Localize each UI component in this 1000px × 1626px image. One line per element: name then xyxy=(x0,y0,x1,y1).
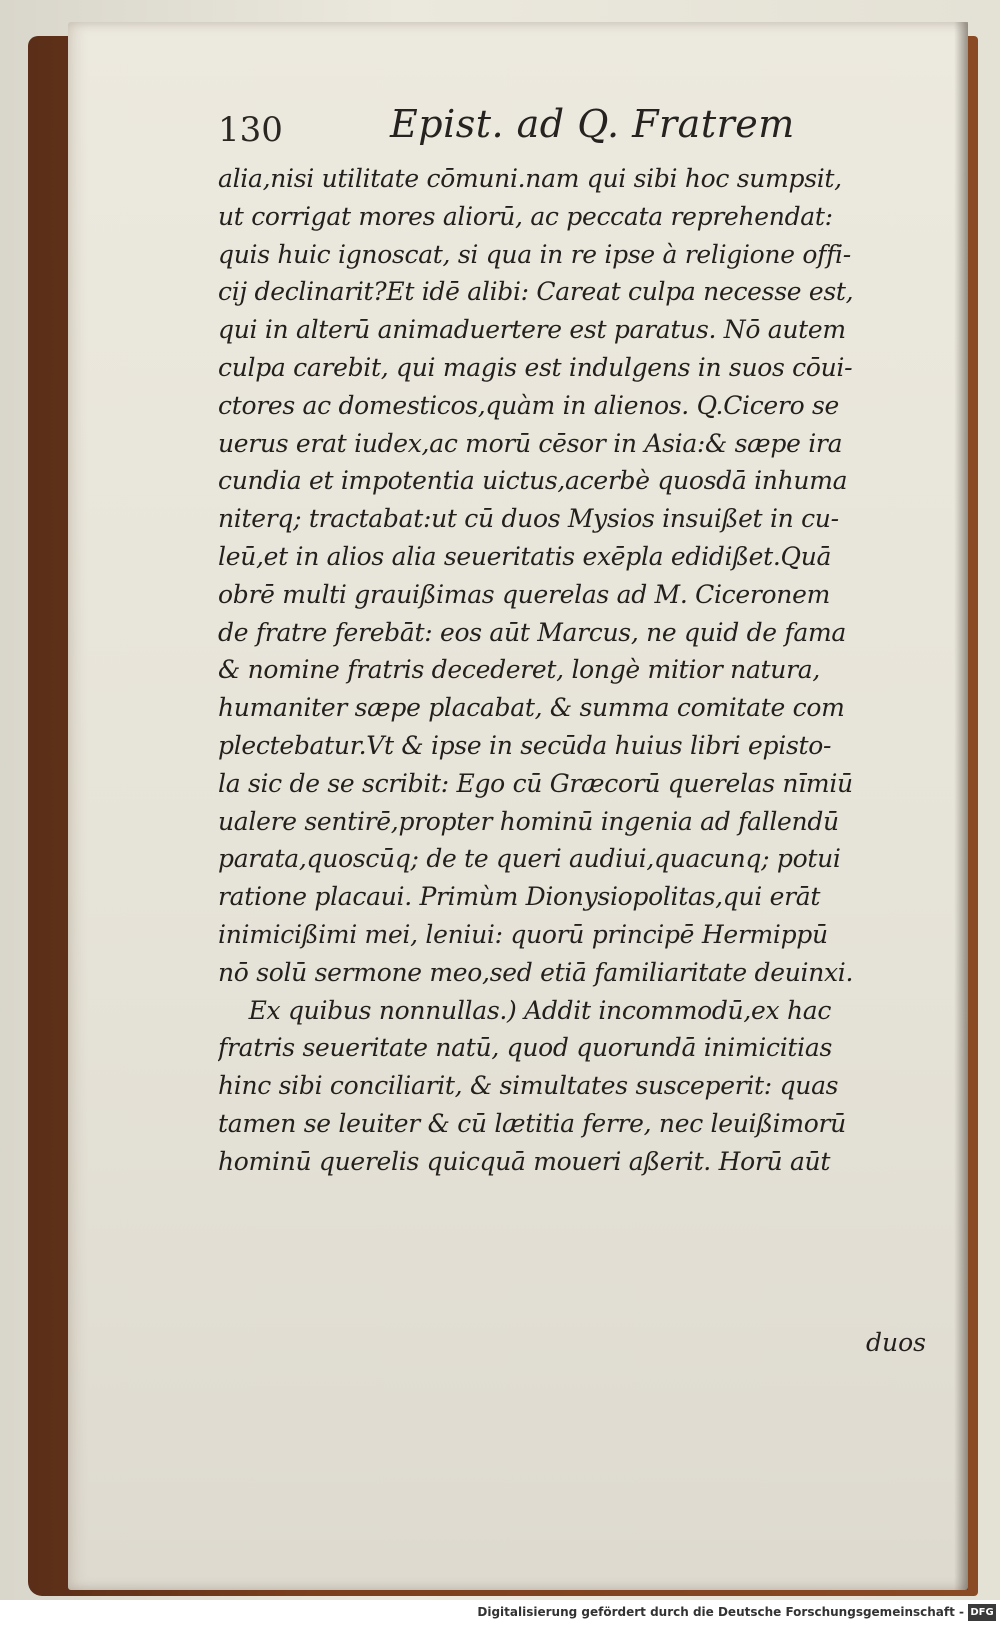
text-line: la sic de se scribit: Ego cū Græcorū querelas nīmiū xyxy=(218,768,853,798)
text-line: de fratre ferebāt: eos aūt Marcus, ne quid de fama xyxy=(218,617,847,647)
running-title: Epist. ad Q. Fratrem xyxy=(390,102,795,146)
text-line: ratione placaui. Primùm Dionysiopolitas,qui erāt xyxy=(218,882,821,912)
text-line: humaniter sæpe placabat, & summa comitate com xyxy=(218,693,845,723)
text-line: alia,nisi utilitate cōmuni.nam qui sibi hoc sumpsit, xyxy=(218,164,842,193)
text-line: parata,quoscūq; de te queri audiui,quacunq; potui xyxy=(218,844,841,874)
catchword: duos xyxy=(866,1328,926,1357)
digitization-footer xyxy=(0,1600,1000,1626)
text-line: tamen se leuiter & cū lætitia ferre, nec leuißimorū xyxy=(218,1108,846,1138)
text-line: inimicißimi mei, leniui: quorū principē Hermippū xyxy=(218,919,828,949)
text-line: uerus erat iudex,ac morū cēsor in Asia:& sæpe ira xyxy=(218,428,843,458)
text-line: quis huic ignoscat, si qua in re ipse à religione offi- xyxy=(218,239,851,269)
text-line: & nomine fratris decederet, longè mitior natura, xyxy=(218,655,820,685)
text-line: cundia et impotentia uictus,acerbè quosdā inhuma xyxy=(218,466,848,496)
text-line: cij declinarit?Et idē alibi: Careat culpa necesse est, xyxy=(218,277,854,307)
text-line: hominū querelis quicquā moueri aßerit. Horū aūt xyxy=(218,1146,831,1176)
text-line: fratris seueritate natū, quod quorundā inimicitias xyxy=(218,1033,832,1063)
text-line: hinc sibi conciliarit, & simultates susceperit: quas xyxy=(218,1071,839,1101)
page-gutter-shadow xyxy=(954,22,968,1590)
footer-credit: Digitalisierung gefördert durch die Deutsche Forschungsgemeinschaft - xyxy=(477,1605,964,1619)
text-line: niterq; tractabat:ut cū duos Mysios insuißet in cu- xyxy=(218,504,839,534)
text-line: nō solū sermone meo,sed etiā familiaritate deuinxi. xyxy=(218,957,854,987)
page-number: 130 xyxy=(218,110,283,150)
text-line: leū,et in alios alia seueritatis exēpla edidißet.Quā xyxy=(218,541,832,571)
body-text xyxy=(218,160,858,1181)
text-line: obrē multi grauißimas querelas ad M. Ciceronem xyxy=(218,579,830,609)
text-line: ut corrigat mores aliorū, ac peccata reprehendat: xyxy=(218,201,833,231)
page-header xyxy=(218,102,858,158)
dfg-logo-icon: DFG xyxy=(968,1604,996,1621)
text-line: qui in alterū animaduertere est paratus. Nō autem xyxy=(218,315,846,345)
text-line: culpa carebit, qui magis est indulgens in suos cōui- xyxy=(218,352,853,382)
text-line: ctores ac domesticos,quàm in alienos. Q.Cicero se xyxy=(218,390,839,420)
text-line: ualere sentirē,propter hominū ingenia ad fallendū xyxy=(218,806,839,836)
text-line: Ex quibus nonnullas.) Addit incommodū,ex hac xyxy=(218,995,832,1025)
text-line: plectebatur.Vt & ipse in secūda huius libri episto- xyxy=(218,730,832,760)
